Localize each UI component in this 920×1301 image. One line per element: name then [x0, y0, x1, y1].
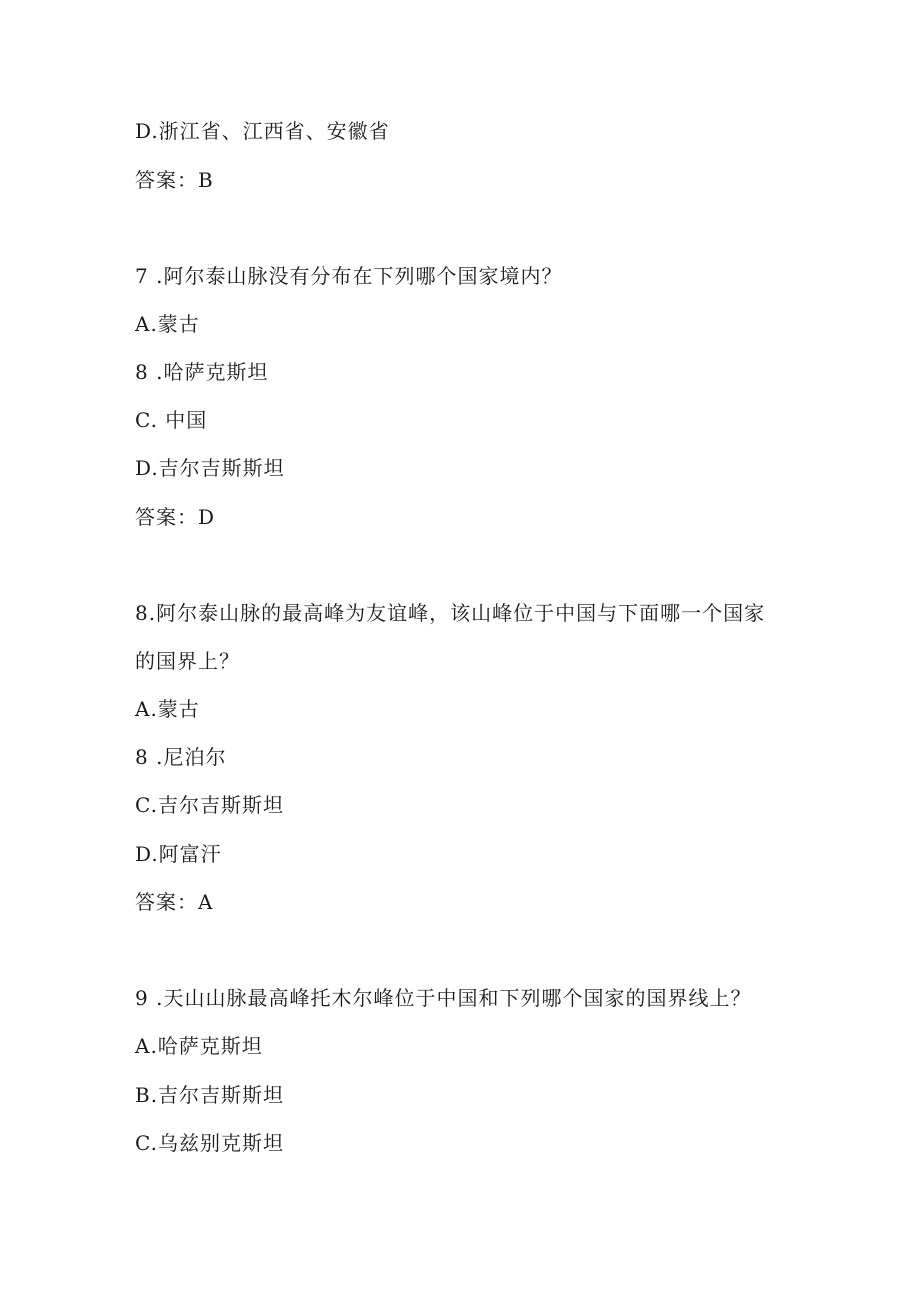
q7-option-d: D.吉尔吉斯斯坦: [135, 456, 285, 480]
q8-question-line2: 的国界上？: [135, 649, 240, 673]
q8-option-d: D.阿富汗: [135, 842, 222, 866]
q7-option-b: 8 .哈萨克斯坦: [135, 360, 269, 384]
q9-question: 9 .天山山脉最高峰托木尔峰位于中国和下列哪个国家的国界线上？: [135, 986, 752, 1010]
q6-answer: 答案：B: [135, 168, 214, 192]
q9-option-b: B.吉尔吉斯斯坦: [135, 1083, 285, 1107]
q8-option-a: A.蒙古: [135, 697, 200, 721]
q8-question-line1: 8.阿尔泰山脉的最高峰为友谊峰，该山峰位于中国与下面哪一个国家: [135, 601, 766, 625]
q6-option-d: D.浙江省、江西省、安徽省: [135, 119, 390, 143]
q7-option-c: C. 中国: [135, 408, 208, 432]
q7-option-a: A.蒙古: [135, 312, 200, 336]
q7-question: 7 .阿尔泰山脉没有分布在下列哪个国家境内？: [135, 264, 563, 288]
q8-option-b: 8 .尼泊尔: [135, 745, 227, 769]
q8-option-c: C.吉尔吉斯斯坦: [135, 793, 284, 817]
q9-option-c: C.乌兹别克斯坦: [135, 1131, 284, 1155]
q7-answer: 答案：D: [135, 505, 216, 529]
q8-answer: 答案：A: [135, 890, 214, 914]
q9-option-a: A.哈萨克斯坦: [135, 1034, 263, 1058]
